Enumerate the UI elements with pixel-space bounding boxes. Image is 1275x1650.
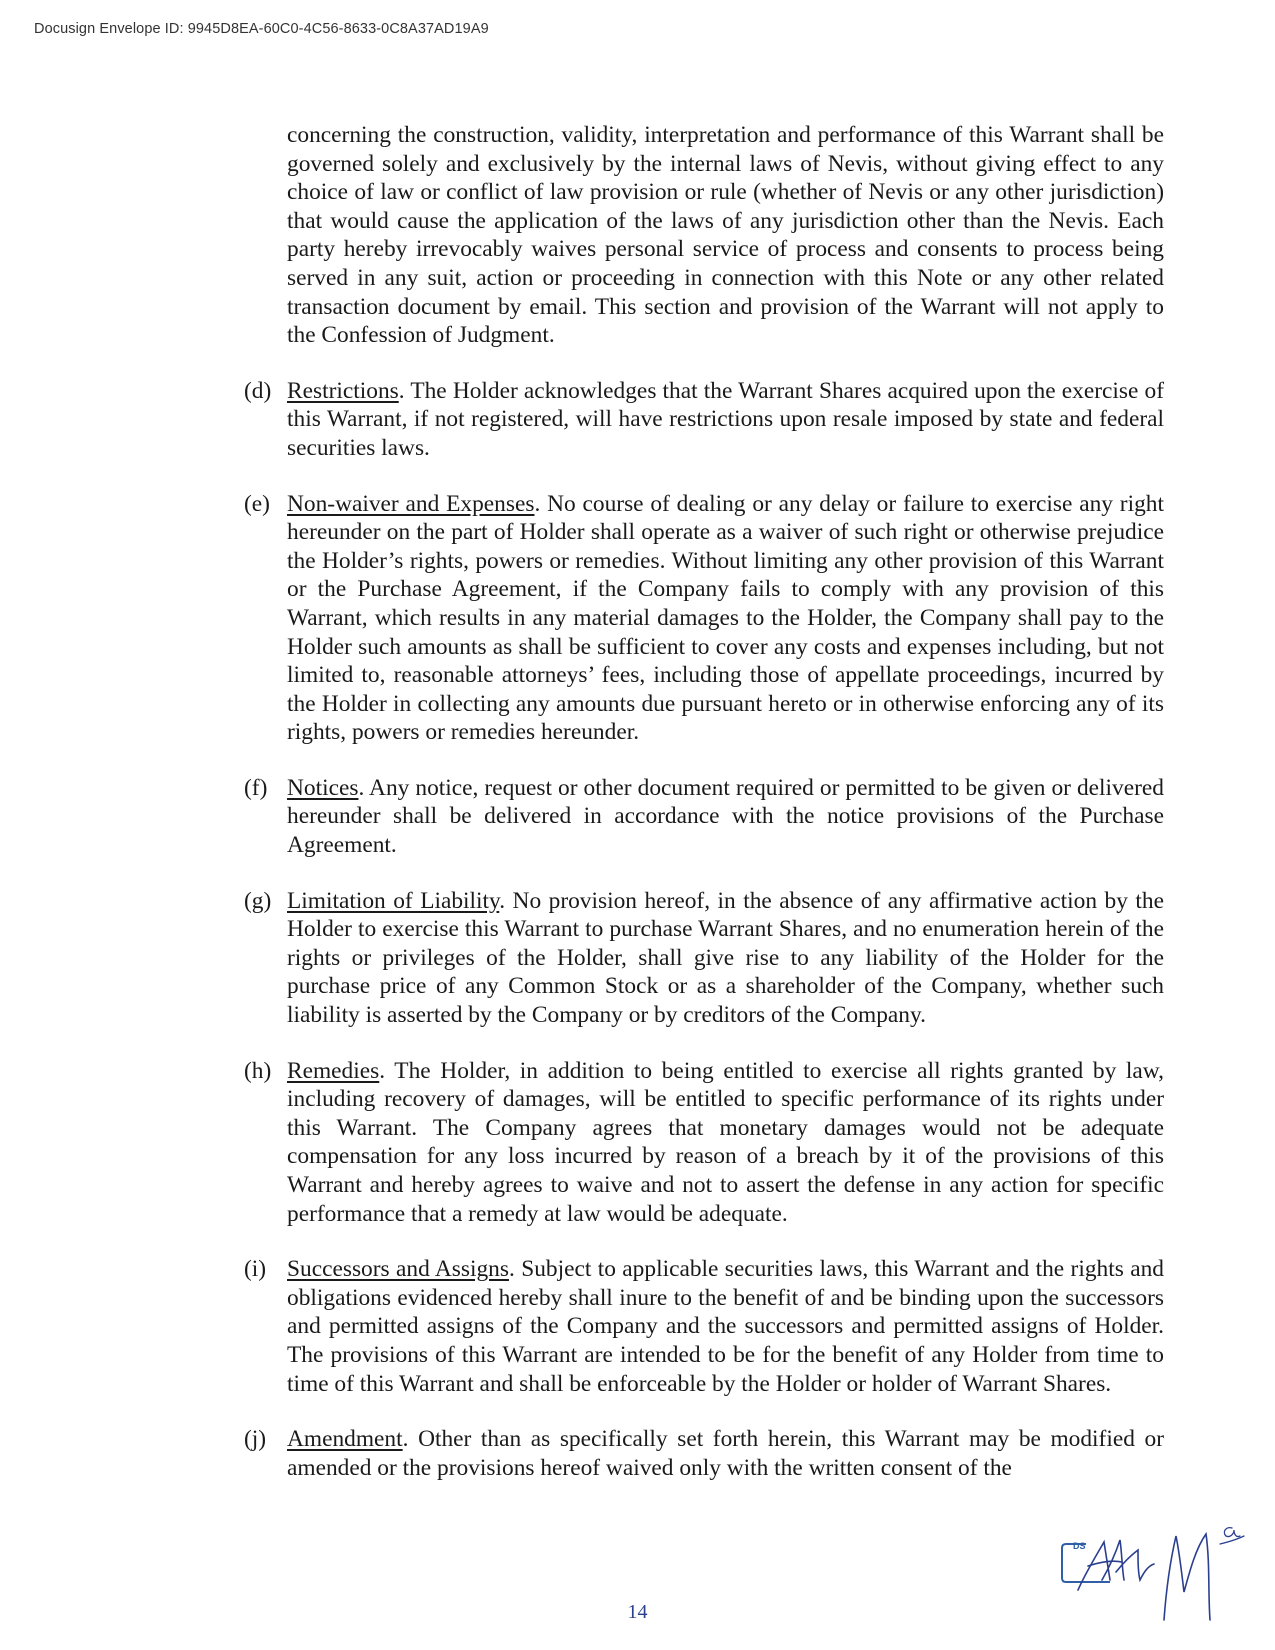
section-j [244, 1425, 1164, 1482]
page-number: 14 [627, 1601, 648, 1623]
section-heading: Limitation of Liability [287, 887, 500, 914]
section-body [287, 774, 1164, 860]
section-text: . The Holder acknowledges that the Warrant Shares acquired upon the exercise of this Warrant, if not registered, will have restrictions upon resale imposed by state and federal securities laws. [287, 377, 1164, 461]
signature-ds-tag: DS [1073, 1541, 1086, 1551]
section-f [244, 774, 1164, 860]
section-text: . No provision hereof, in the absence of any affirmative action by the Holder to exercise this Warrant to purchase Warrant Shares, and no enumeration herein of the rights or privileges of the Holder, shall give rise to any liability of the Holder for the purchase price of any Common Stock or as a shareholder of the Company, whether such liability is asserted by the Company or by creditors of the Company. [287, 887, 1164, 1029]
section-body [287, 1255, 1164, 1398]
signature-flourish-stroke [1220, 1528, 1244, 1544]
section-heading: Amendment [287, 1426, 403, 1453]
continuation-paragraph: concerning the construction, validity, interpretation and performance of this Warrant shall be governed solely and exclusively by the internal laws of Nevis, without giving effect to any choice of law or conflict of law provision or rule (whether of Nevis or any other jurisdiction) that would cause the application of the laws of any jurisdiction other than the Nevis. Each party hereby irrevocably waives personal service of process and consents to process being served in any suit, action or proceeding in connection with this Note or any other related transaction document by email. This section and provision of the Warrant will not apply to the Confession of Judgment. [287, 122, 1164, 349]
section-label: (f) [244, 774, 268, 801]
section-label: (d) [244, 377, 272, 404]
section-text: . No course of dealing or any delay or failure to exercise any right hereunder on the part of Holder shall operate as a waiver of such right or otherwise prejudice the Holder’s rights, powers or remedies. Without limiting any other provision of this Warrant or the Purchase Agreement, if the Company fails to comply with any provision of this Warrant, which results in any material damages to the Holder, the Company shall pay to the Holder such amounts as shall be sufficient to cover any costs and expenses including, but not limited to, reasonable attorneys’ fees, including those of appellate proceedings, incurred by the Holder in collecting any amounts due pursuant hereto or in otherwise enforcing any of its rights, powers or remedies hereunder. [287, 490, 1164, 746]
docusign-envelope-id: Docusign Envelope ID: 9945D8EA-60C0-4C56-8633-0C8A37AD19A9 [34, 21, 489, 37]
section-body [287, 490, 1164, 747]
section-heading: Successors and Assigns [287, 1256, 509, 1283]
section-i [244, 1255, 1164, 1398]
section-g [244, 887, 1164, 1030]
signature-frame [1062, 1544, 1110, 1582]
section-text: . Other than as specifically set forth herein, this Warrant may be modified or amended or the provisions hereof waived only with the written consent of the [287, 1426, 1164, 1481]
section-label: (e) [244, 490, 270, 517]
docusign-initials-signature [1060, 1522, 1260, 1642]
signature-main-stroke [1164, 1534, 1210, 1620]
section-d [244, 377, 1164, 463]
section-heading: Notices [287, 774, 359, 801]
document-body [244, 121, 1164, 1509]
section-body [287, 1057, 1164, 1229]
section-e [244, 490, 1164, 747]
section-text: . Subject to applicable securities laws, this Warrant and the rights and obligations evidenced hereby shall inure to the benefit of and be binding upon the successors and permitted assigns of the Company and the successors and permitted assigns of Holder. The provisions of this Warrant are intended to be for the benefit of any Holder from time to time of this Warrant and shall be enforceable by the Holder or holder of Warrant Shares. [287, 1256, 1164, 1397]
section-label: (j) [244, 1426, 267, 1453]
section-h [244, 1057, 1164, 1229]
section-heading: Non-waiver and Expenses [287, 490, 535, 517]
section-label: (h) [244, 1057, 272, 1084]
section-body [287, 1425, 1164, 1482]
section-label: (g) [244, 887, 272, 914]
section-body [287, 377, 1164, 463]
section-heading: Remedies [287, 1057, 380, 1084]
signature-graphic [1060, 1522, 1260, 1642]
section-body [287, 887, 1164, 1030]
section-text: . The Holder, in addition to being entitled to exercise all rights granted by law, including recovery of damages, will be entitled to specific performance of its rights under this Warrant. The Company agrees that monetary damages would not be adequate compensation for any loss incurred by reason of a breach by it of the provisions of this Warrant and hereby agrees to waive and not to assert the defense in any action for specific performance that a remedy at law would be adequate. [287, 1057, 1164, 1227]
section-heading: Restrictions [287, 377, 399, 404]
section-text: . Any notice, request or other document required or permitted to be given or delivered hereunder shall be delivered in accordance with the notice provisions of the Purchase Agreement. [287, 774, 1164, 859]
section-label: (i) [244, 1256, 267, 1283]
